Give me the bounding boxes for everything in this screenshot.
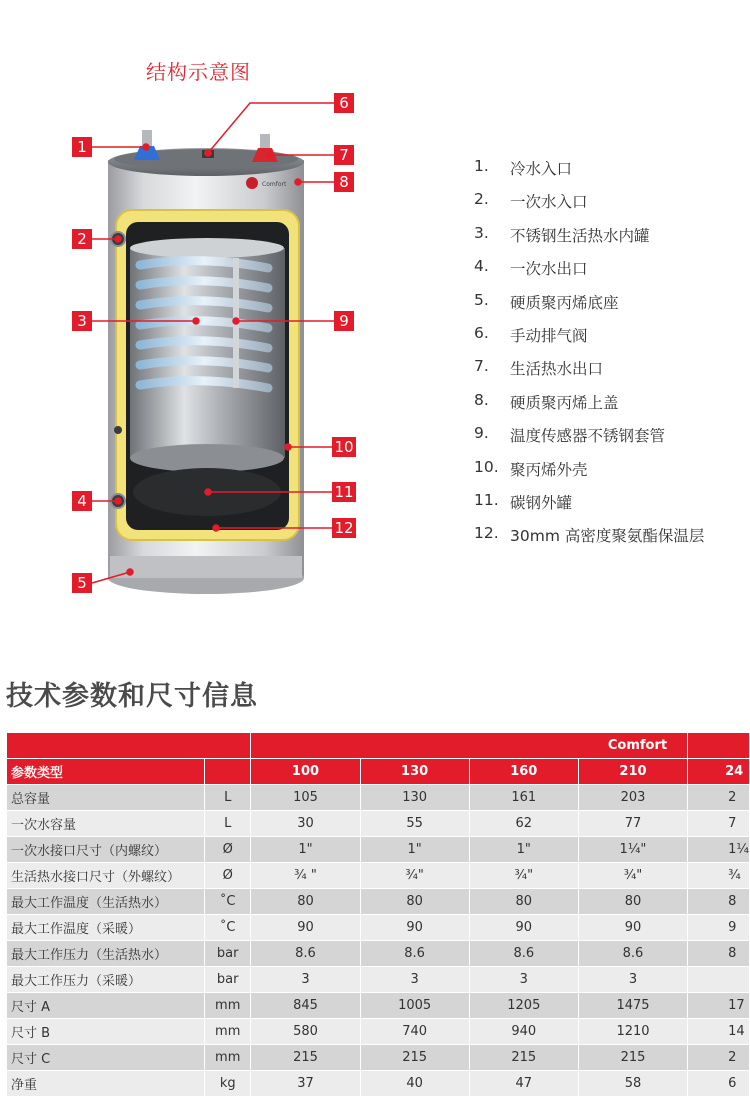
legend-item xyxy=(474,257,704,290)
row-label: 尺寸 B xyxy=(7,1019,205,1045)
table-cell: 3 xyxy=(469,967,578,993)
table-row xyxy=(7,1071,750,1097)
table-cell: 161 xyxy=(469,785,578,811)
hot-outlet-pipe xyxy=(252,134,278,162)
table-cell: 40 xyxy=(360,1071,469,1097)
legend-item xyxy=(474,524,704,557)
legend-item xyxy=(474,190,704,223)
table-row xyxy=(7,993,750,1019)
table-cell: 215 xyxy=(360,1045,469,1071)
callout-12: 12 xyxy=(332,518,356,538)
row-label: 尺寸 C xyxy=(7,1045,205,1071)
table-cell: 55 xyxy=(360,811,469,837)
table-cell: 77 xyxy=(578,811,687,837)
legend-label: 温度传感器不锈钢套管 xyxy=(510,427,666,446)
table-cell: 90 xyxy=(578,915,687,941)
row-label: 最大工作压力（采暖） xyxy=(7,967,205,993)
table-cell: 80 xyxy=(469,889,578,915)
callout-4: 4 xyxy=(72,491,92,511)
legend-label: 冷水入口 xyxy=(510,160,573,178)
table-cell: 58 xyxy=(578,1071,687,1097)
brand-logo-icon xyxy=(246,177,258,189)
model-header: 160 xyxy=(469,759,578,785)
table-cell: 1¼ xyxy=(688,837,750,863)
series-name: Comfort xyxy=(251,733,688,759)
table-cell: 940 xyxy=(469,1019,578,1045)
specs-table xyxy=(6,732,750,1097)
table-cell: 1475 xyxy=(578,993,687,1019)
table-cell: 37 xyxy=(251,1071,360,1097)
row-label: 净重 xyxy=(7,1071,205,1097)
table-cell: 8 xyxy=(688,889,750,915)
table-cell: 17 xyxy=(688,993,750,1019)
table-row xyxy=(7,941,750,967)
table-cell: 47 xyxy=(469,1071,578,1097)
table-cell: 1005 xyxy=(360,993,469,1019)
table-cell: ¾" xyxy=(360,863,469,889)
table-row xyxy=(7,1045,750,1071)
row-unit: L xyxy=(204,811,251,837)
callout-10: 10 xyxy=(332,437,356,457)
table-cell xyxy=(688,967,750,993)
row-label: 生活热水接口尺寸（外螺纹） xyxy=(7,863,205,889)
row-label: 一次水容量 xyxy=(7,811,205,837)
table-cell: 62 xyxy=(469,811,578,837)
table-cell: 580 xyxy=(251,1019,360,1045)
legend-item xyxy=(474,458,704,491)
side-port xyxy=(114,426,122,434)
table-cell: 2 xyxy=(688,1045,750,1071)
table-cell: 6 xyxy=(688,1071,750,1097)
table-cell: 80 xyxy=(360,889,469,915)
legend-number: 8. xyxy=(474,390,489,409)
table-cell: ¾" xyxy=(469,863,578,889)
table-cell: 8.6 xyxy=(578,941,687,967)
table-cell: 740 xyxy=(360,1019,469,1045)
row-unit: mm xyxy=(204,1045,251,1071)
table-cell: 130 xyxy=(360,785,469,811)
table-cell: 90 xyxy=(469,915,578,941)
table-cell: 8.6 xyxy=(251,941,360,967)
legend-number: 9. xyxy=(474,424,489,443)
legend-item xyxy=(474,224,704,257)
table-row xyxy=(7,1019,750,1045)
table-cell: 1205 xyxy=(469,993,578,1019)
table-cell: 3 xyxy=(251,967,360,993)
table-cell: 30 xyxy=(251,811,360,837)
table-cell: ¾ " xyxy=(251,863,360,889)
legend-number: 10. xyxy=(474,457,499,476)
callout-1: 1 xyxy=(72,137,92,157)
legend-item xyxy=(474,324,704,357)
row-unit: ˚C xyxy=(204,889,251,915)
table-cell: 215 xyxy=(578,1045,687,1071)
callout-7: 7 xyxy=(334,145,354,165)
legend-number: 2. xyxy=(474,190,489,209)
table-cell: 3 xyxy=(360,967,469,993)
table-row xyxy=(7,811,750,837)
callout-2: 2 xyxy=(72,229,92,249)
row-label: 最大工作温度（生活热水） xyxy=(7,889,205,915)
table-cell: 7 xyxy=(688,811,750,837)
row-unit: L xyxy=(204,785,251,811)
row-label: 总容量 xyxy=(7,785,205,811)
callout-11: 11 xyxy=(332,482,356,502)
model-header: 24 xyxy=(688,759,750,785)
legend-label: 聚丙烯外壳 xyxy=(510,460,588,479)
legend-item xyxy=(474,491,704,524)
brand-badge: Comfort xyxy=(262,181,287,188)
legend-label: 手动排气阀 xyxy=(510,326,588,345)
row-unit: kg xyxy=(204,1071,251,1097)
table-cell: 1¼" xyxy=(578,837,687,863)
param-header: 参数类型 xyxy=(7,759,205,785)
table-cell: 105 xyxy=(251,785,360,811)
table-cell: 3 xyxy=(578,967,687,993)
table-row xyxy=(7,785,750,811)
row-unit: ˚C xyxy=(204,915,251,941)
table-row xyxy=(7,863,750,889)
row-unit: Ø xyxy=(204,837,251,863)
table-cell: 1210 xyxy=(578,1019,687,1045)
table-cell: 1" xyxy=(251,837,360,863)
table-cell: 90 xyxy=(251,915,360,941)
legend-number: 6. xyxy=(474,323,489,342)
legend-label: 生活热水出口 xyxy=(510,360,604,379)
table-cell: 8.6 xyxy=(360,941,469,967)
table-row xyxy=(7,915,750,941)
row-unit: bar xyxy=(204,967,251,993)
row-label: 最大工作压力（生活热水） xyxy=(7,941,205,967)
table-row xyxy=(7,837,750,863)
callout-9: 9 xyxy=(334,311,354,331)
legend-label: 一次水出口 xyxy=(510,260,588,279)
row-unit: Ø xyxy=(204,863,251,889)
model-header: 130 xyxy=(360,759,469,785)
legend-number: 11. xyxy=(474,490,499,509)
callout-8: 8 xyxy=(334,172,354,192)
parts-legend xyxy=(474,157,704,558)
row-label: 最大工作温度（采暖） xyxy=(7,915,205,941)
callout-3: 3 xyxy=(72,311,92,331)
legend-number: 1. xyxy=(474,157,489,175)
diagram-title: 结构示意图 xyxy=(146,60,251,84)
model-header: 210 xyxy=(578,759,687,785)
legend-label: 一次水入口 xyxy=(510,193,588,212)
row-label: 一次水接口尺寸（内螺纹） xyxy=(7,837,205,863)
table-cell: 845 xyxy=(251,993,360,1019)
model-header: 100 xyxy=(251,759,360,785)
table-cell: 80 xyxy=(578,889,687,915)
legend-number: 7. xyxy=(474,357,489,376)
specs-title: 技术参数和尺寸信息 xyxy=(6,681,258,712)
legend-number: 4. xyxy=(474,257,489,276)
table-cell: 1" xyxy=(360,837,469,863)
row-unit: mm xyxy=(204,1019,251,1045)
specs-header-row xyxy=(7,759,750,785)
table-row xyxy=(7,889,750,915)
legend-number: 5. xyxy=(474,290,489,309)
table-cell: 9 xyxy=(688,915,750,941)
legend-number: 3. xyxy=(474,223,489,242)
table-cell: ¾ xyxy=(688,863,750,889)
specs-series-row xyxy=(7,733,750,759)
callout-5: 5 xyxy=(72,573,92,593)
table-cell: 14 xyxy=(688,1019,750,1045)
legend-item xyxy=(474,391,704,424)
legend-label: 硬质聚丙烯上盖 xyxy=(510,393,619,412)
row-unit: mm xyxy=(204,993,251,1019)
legend-label: 碳钢外罐 xyxy=(510,493,573,512)
row-label: 尺寸 A xyxy=(7,993,205,1019)
inner-tank xyxy=(130,238,285,472)
callout-6: 6 xyxy=(334,93,354,113)
table-cell: 1" xyxy=(469,837,578,863)
table-row xyxy=(7,967,750,993)
legend-item xyxy=(474,291,704,324)
table-cell: ¾" xyxy=(578,863,687,889)
legend-label: 硬质聚丙烯底座 xyxy=(510,293,619,312)
table-cell: 215 xyxy=(251,1045,360,1071)
legend-item xyxy=(474,157,704,190)
legend-label: 30mm 高密度聚氨酯保温层 xyxy=(510,527,705,546)
row-unit: bar xyxy=(204,941,251,967)
legend-item xyxy=(474,357,704,390)
table-cell: 203 xyxy=(578,785,687,811)
legend-number: 12. xyxy=(474,524,499,543)
table-cell: 80 xyxy=(251,889,360,915)
legend-item xyxy=(474,424,704,457)
legend-label: 不锈钢生活热水内罐 xyxy=(510,226,650,245)
table-cell: 90 xyxy=(360,915,469,941)
table-cell: 2 xyxy=(688,785,750,811)
table-cell: 8.6 xyxy=(469,941,578,967)
table-cell: 215 xyxy=(469,1045,578,1071)
table-cell: 8 xyxy=(688,941,750,967)
